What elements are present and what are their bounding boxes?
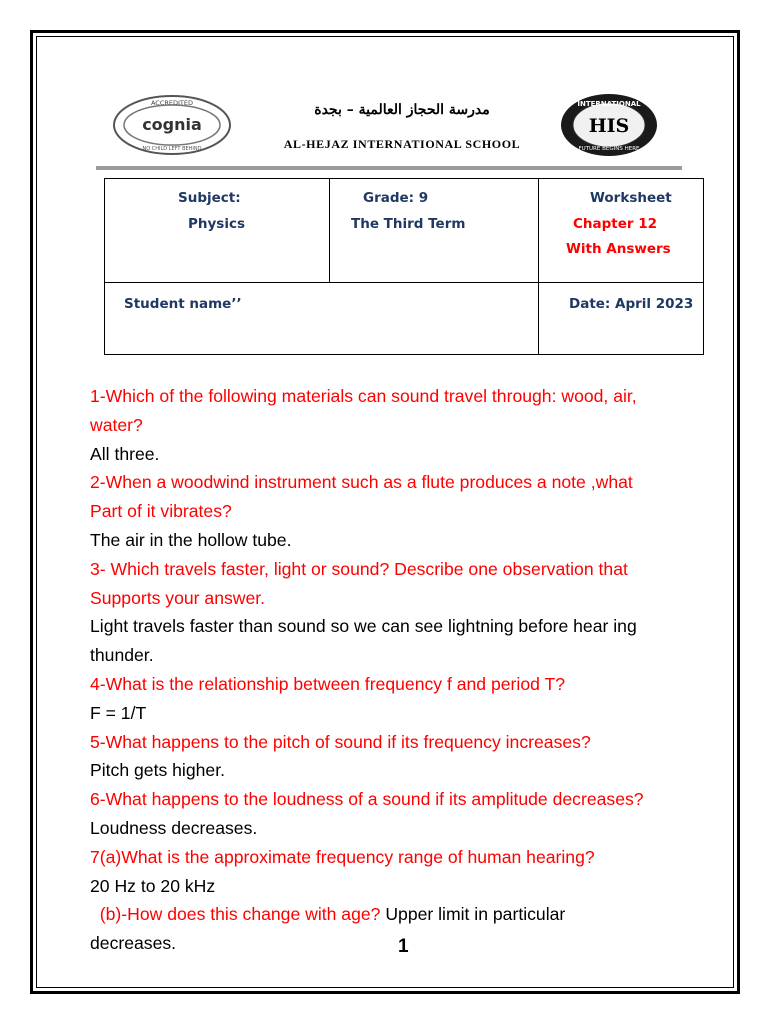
subject-cell <box>105 179 330 283</box>
date-cell <box>539 283 704 355</box>
answer-line: Loudness decreases. <box>90 817 258 838</box>
cognia-logo <box>110 93 234 157</box>
page-number: 1 <box>398 936 409 957</box>
svg-text:ACCREDITED: ACCREDITED <box>150 99 194 107</box>
answer-line: All three. <box>90 443 160 464</box>
answer-line: The air in the hollow tube. <box>90 529 292 550</box>
grade-cell <box>330 179 539 283</box>
svg-text:cognia: cognia <box>142 115 202 134</box>
question-line: 3- Which travels faster, light or sound? Describe one observation that <box>90 558 628 579</box>
answer-line: decreases. <box>90 933 177 954</box>
subject-value: Physics <box>188 216 246 232</box>
with-answers-label: With Answers <box>566 241 671 257</box>
svg-text:FUTURE BEGINS HERE: FUTURE BEGINS HERE <box>578 146 640 152</box>
answer-line: 20 Hz to 20 kHz <box>90 875 216 896</box>
question-line: Part of it vibrates? <box>90 501 232 522</box>
chapter-label: Chapter 12 <box>573 216 658 232</box>
question-line: 6-What happens to the loudness of a sound if its amplitude decreases? <box>90 789 644 810</box>
student-name-cell <box>105 283 539 355</box>
worksheet-cell <box>539 179 704 283</box>
date-label: Date: April 2023 <box>569 296 694 312</box>
question-line: 5-What happens to the pitch of sound if its frequency increases? <box>90 731 591 752</box>
svg-text:HIS: HIS <box>588 115 630 137</box>
question-line: 4-What is the relationship between frequency f and period T? <box>90 673 565 694</box>
worksheet-label: Worksheet <box>590 190 672 206</box>
svg-text:INTERNATIONAL: INTERNATIONAL <box>577 100 641 108</box>
question-line: 2-When a woodwind instrument such as a flute produces a note ,what <box>90 472 633 493</box>
svg-text:NO CHILD LEFT BEHIND: NO CHILD LEFT BEHIND <box>142 146 202 152</box>
subject-label: Subject: <box>178 190 241 206</box>
answer-line: Pitch gets higher. <box>90 760 225 781</box>
questions-answers <box>90 382 730 958</box>
question-line: 1-Which of the following materials can sound travel through: wood, air, <box>90 386 637 406</box>
answer-line: F = 1/T <box>90 702 147 723</box>
term-label: The Third Term <box>351 216 466 232</box>
question-7b: (b)-How does this change with age? <box>90 904 381 925</box>
his-school-logo <box>558 92 660 158</box>
school-name-english: AL-HEJAZ INTERNATIONAL SCHOOL <box>283 137 521 151</box>
header-divider <box>96 166 682 170</box>
student-name-label: Student name’’ <box>124 296 242 312</box>
grade-label: Grade: 9 <box>363 190 429 206</box>
worksheet-info-table <box>104 178 704 355</box>
question-line: water? <box>90 414 143 435</box>
answer-line: Light travels faster than sound so we can see lightning before hear ing <box>90 616 637 637</box>
answer-line: thunder. <box>90 645 154 666</box>
answer-7b: Upper limit in particular <box>380 904 566 925</box>
school-name-arabic: مدرسة الحجاز العالمية – بجدة <box>314 102 490 118</box>
question-line: 7(a)What is the approximate frequency range of human hearing? <box>90 846 595 867</box>
question-line: Supports your answer. <box>90 587 266 608</box>
question-7b-line <box>90 900 730 929</box>
